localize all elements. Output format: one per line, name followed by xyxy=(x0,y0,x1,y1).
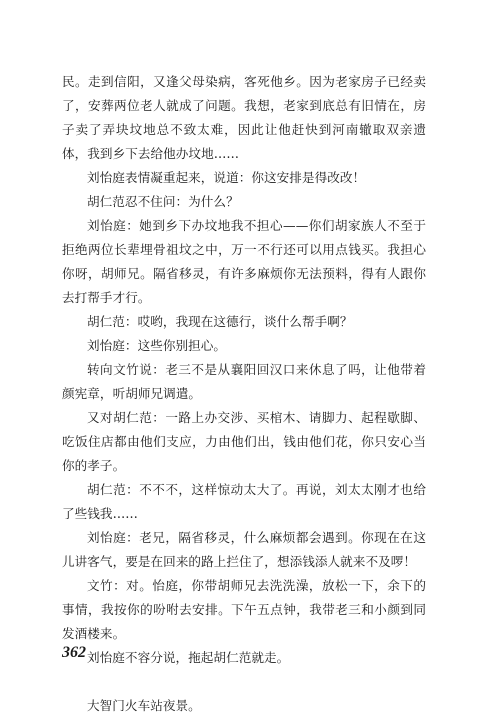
body-text xyxy=(62,70,426,718)
paragraph-6: 刘怡庭：这些你别担心。 xyxy=(87,338,227,353)
paragraph-12: 刘怡庭不容分说，拖起胡仁范就走。 xyxy=(87,650,290,665)
paragraph-10: 刘怡庭：老兄，隔省移灵，什么麻烦都会遇到。你现在在这儿讲客气，要是在回来的路上拦住了，想添钱添人就来不及啰！ xyxy=(62,530,426,569)
paragraph-7: 转向文竹说：老三不是从襄阳回汉口来休息了吗，让他带着颜宪章，听胡师兄调遣。 xyxy=(62,362,426,401)
paragraph-3: 胡仁范忍不住问：为什么？ xyxy=(87,194,239,209)
page-number: 362 xyxy=(62,644,86,661)
paragraph-2: 刘怡庭表情凝重起来，说道：你这安排是得改改！ xyxy=(87,170,366,185)
paragraph-4: 刘怡庭：她到乡下办坟地我不担心——你们胡家族人不至于拒绝两位长辈埋骨祖坟之中，万一不行还可以用点钱买。我担心你呀，胡师兄。隔省移灵，有许多麻烦你无法预料，得有人跟你去打帮手才行。 xyxy=(62,218,426,305)
paragraph-9: 胡仁范：不不不，这样惊动太大了。再说，刘太太刚才也给了些钱我…… xyxy=(62,482,426,521)
paragraph-8: 又对胡仁范：一路上办交涉、买棺木、请脚力、起程歇脚、吃饭住店都由他们支应，力由他们出，钱由他们花，你只安心当你的孝子。 xyxy=(62,410,426,473)
paragraph-11: 文竹：对。怡庭，你带胡师兄去洗洗澡，放松一下，余下的事情，我按你的吩咐去安排。下午五点钟，我带老三和小颜到同发酒楼来。 xyxy=(62,578,426,641)
scene-heading: 大智门火车站夜景。 xyxy=(87,698,201,713)
paragraph-1: 民。走到信阳，又逢父母染病，客死他乡。因为老家房子已经卖了，安葬两位老人就成了问题。我想，老家到底总有旧情在，房子卖了弄块坟地总不致太难，因此让他赶快到河南辙取双亲遗体，我到乡下去给他办坟地…… xyxy=(62,74,426,161)
paragraph-5: 胡仁范：哎哟，我现在这德行，谈什么帮手啊？ xyxy=(87,314,353,329)
section-gap xyxy=(62,670,426,694)
